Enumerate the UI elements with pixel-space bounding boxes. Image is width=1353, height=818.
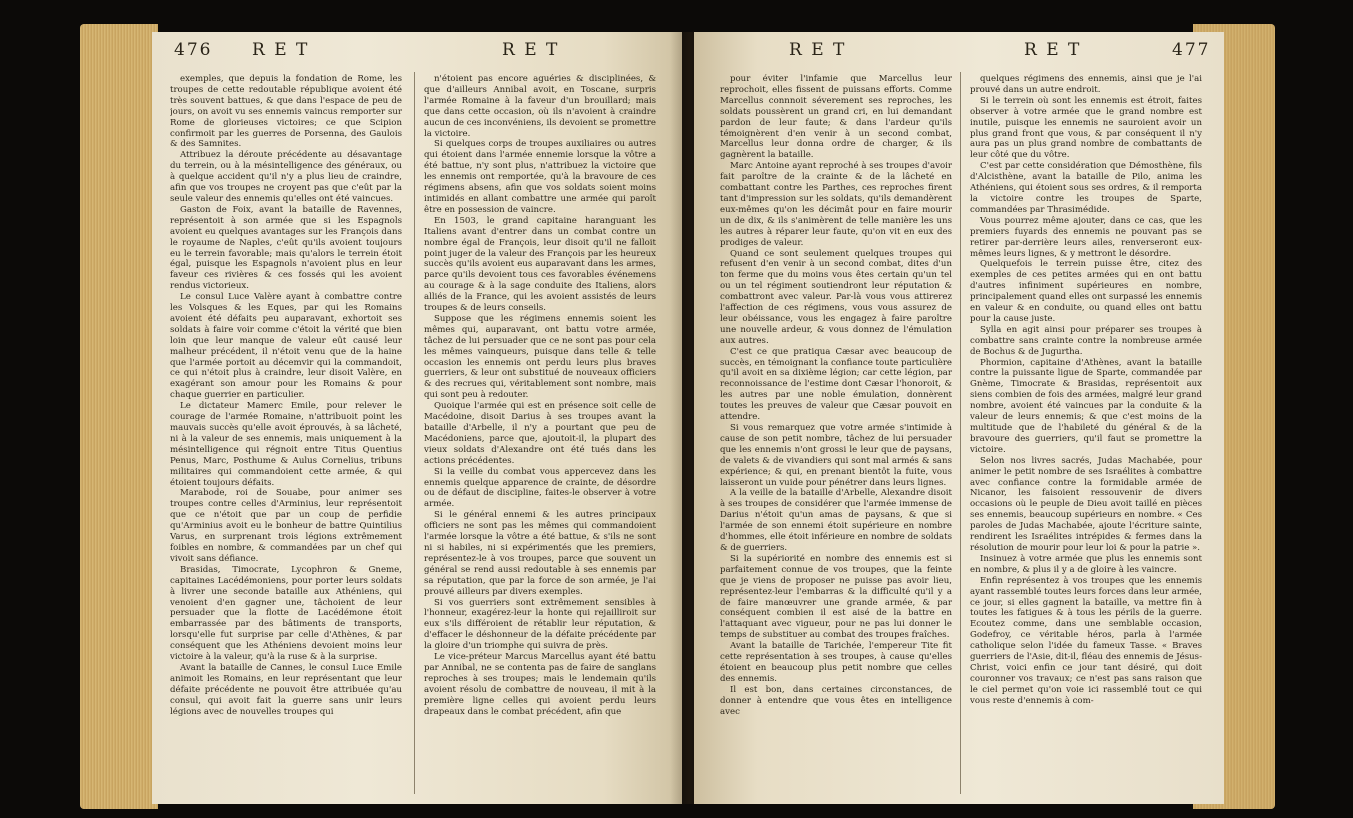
running-head: R E T bbox=[502, 40, 560, 60]
paragraph: Enfin représentez à vos troupes que les ennemis ayant rassemblé toutes leurs forces dans leur armée, ce jour, si elles gagnent la bataille, va mettre fin à toutes les fatigues & à tous les périls de la guerre. Ecoutez comme, dans une semblable occasion, Godefroy, ce véritable héros, parla à l'armée catholique selon l'idée du fameux Tasse. « Braves guerriers de l'Asie, dit-il, fléau des ennemis de Jésus-Christ, voici enfin ce jour tant désiré, qui doit couronner vos travaux; ce n'est pas sans raison que le ciel permet qu'on voie ici rassemblé tout ce qui vous reste d'ennemis à com- bbox=[970, 575, 1202, 706]
paragraph: Si le terrein où sont les ennemis est étroit, faites observer à votre armée que le grand nombre est inutile, puisque les ennemis ne sauroient avoir un plus grand front que vous, & par conséquent il n'y aura pas un plus grand nombre de combattants de leur côté que du vôtre. bbox=[970, 95, 1202, 161]
paragraph: Brasidas, Timocrate, Lycophron & Gneme, capitaines Lacédémoniens, pour porter leurs soldats à livrer une seconde bataille aux Athéniens, qui venoient d'en gagner une, tâchoient de leur persuader que la flotte de Lacédémone étoit embarrassée par des bâtiments de transports, lorsqu'elle fut surprise par celle d'Athènes, & par conséquent que les Athéniens devoient moins leur victoire à la valeur, qu'à la ruse & à la surprise. bbox=[170, 564, 402, 663]
paragraph: Si la veille du combat vous appercevez dans les ennemis quelque apparence de crainte, de désordre ou de défaut de discipline, faites-le observer à votre armée. bbox=[424, 466, 656, 510]
text-column-1 bbox=[720, 74, 952, 799]
paragraph: Marabode, roi de Souabe, pour animer ses troupes contre celles d'Arminius, leur représentoit que ce n'étoit que par un coup de perfidie qu'Arminius avoit eu le bonheur de battre Quintilius Varus, en surprenant trois légions extrêmement foibles en nombre, & commandées par un chef qui vivoit sans défiance. bbox=[170, 488, 402, 564]
paragraph: Quoique l'armée qui est en présence soit celle de Macédoine, disoit Darius à ses troupes avant la bataille d'Arbelle, il n'y a pourtant que peu de Macédoniens, parce que, ajoutoit-il, la plupart des vieux soldats d'Alexandre ont été tués dans les actions précédentes. bbox=[424, 401, 656, 466]
column-rule bbox=[960, 72, 961, 794]
paragraph: C'est ce que pratiqua Cæsar avec beaucoup de succès, en témoignant la confiance toute particulière qu'il avoit en sa dixième légion; car cette légion, par reconnoissance de l'estime dont Cæsar l'honoroit, & les autres par une noble émulation, donnèrent toutes les preuves de valeur que Cæsar pouvoit en attendre. bbox=[720, 346, 952, 423]
running-head: R E T bbox=[252, 40, 310, 60]
running-head: R E T bbox=[1024, 40, 1082, 60]
paragraph: Il est bon, dans certaines circonstances, de donner à entendre que vous êtes en intelligence avec bbox=[720, 684, 952, 717]
paragraph: quelques régimens des ennemis, ainsi que je l'ai prouvé dans un autre endroit. bbox=[970, 74, 1202, 95]
paragraph: Insinuez à votre armée que plus les ennemis sont en nombre, & plus il y a de gloire à les vaincre. bbox=[970, 553, 1202, 575]
left-page bbox=[152, 32, 682, 804]
paragraph: Gaston de Foix, avant la bataille de Ravennes, représentoit à son armée que si les Espagnols avoient eu quelques avantages sur les François dans le royaume de Naples, c'eût qu'ils avoient toujours eu le terrein favorable; mais qu'alors le terrein étoit égal, puisque les Espagnols n'avoient plus en leur faveur ces rivières & ces fossés qui les avoient rendus victorieux. bbox=[170, 204, 402, 292]
paragraph: Avant la bataille de Tarichée, l'empereur Tite fit cette représentation à ses troupes, à cause qu'elles étoient en beaucoup plus petit nombre que celles des ennemis. bbox=[720, 641, 952, 684]
running-head: R E T bbox=[789, 40, 847, 60]
paragraph: Si quelques corps de troupes auxiliaires ou autres qui étoient dans l'armée ennemie lorsque la vôtre a été battue, n'y sont plus, n'attribuez la victoire que les ennemis ont remportée, qu'à la bravoure de ces régimens absens, afin que vos soldats soient moins intimidés en allant combattre une armée qui paroît être en possession de vaincre. bbox=[424, 139, 656, 215]
paragraph: Selon nos livres sacrés, Judas Machabée, pour animer le petit nombre de ses Israélites à combattre avec confiance contre la formidable armée de Nicanor, les faisoient ressouvenir de divers occasions où le peuple de Dieu avoit taillé en pièces ses ennemis, beaucoup supérieurs en nombre. « Ces paroles de Judas Machabée, ajoute l'écriture sainte, rendirent les Israélites intrépides & fermes dans la résolution de mourir pour leur loi & pour la patrie ». bbox=[970, 455, 1202, 553]
paragraph: C'est par cette considération que Démosthène, fils d'Alcisthène, avant la bataille de Pilo, anima les Athéniens, qui étoient sous ses ordres, & il remporta la victoire contre les troupes de Sparte, commandées par Thrasimédide. bbox=[970, 161, 1202, 215]
right-page bbox=[694, 32, 1224, 804]
paragraph: pour éviter l'infamie que Marcellus leur reprochoit, elles fissent de puissans efforts. Comme Marcellus connnoit séverement ses reproches, les soldats poussèrent un grand cri, en lui demandant pardon de leur faute; & dans l'ardeur qu'ils témoignèrent d'en venir à un second combat, Marcellus leur donna ordre de charger, & ils gagnèrent la bataille. bbox=[720, 74, 952, 161]
open-book bbox=[80, 14, 1275, 814]
paragraph: Avant la bataille de Cannes, le consul Luce Emile animoit les Romains, en leur représentant que leur défaite précédente ne pouvoit être attribuée qu'au consul, qui avoit fait la guerre sans unir leurs légions avec de nouvelles troupes qui bbox=[170, 662, 402, 717]
page-number: 476 bbox=[174, 40, 213, 60]
paragraph: Le consul Luce Valère ayant à combattre contre les Volsques & les Eques, par qui les Romains avoient été défaits peu auparavant, exhortoit ses soldats à faire voir comme c'étoit la vérité que bien loin que leur manque de valeur eût causé leur malheur précédent, il n'étoit venu que de la haine que l'armée portoit au décemvir qui la commandoit, ce qui n'étoit plus à craindre, leur disoit Valère, en exagérant son amour pour les Romains & pour chaque guerrier en particulier. bbox=[170, 292, 402, 401]
paragraph: Sylla en agit ainsi pour préparer ses troupes à combattre sans crainte contre la nombreuse armée de Bochus & de Jugurtha. bbox=[970, 324, 1202, 357]
column-rule bbox=[414, 72, 415, 794]
paragraph: Si le général ennemi & les autres principaux officiers ne sont pas les mêmes qui commandoient l'armée lorsque la vôtre a été battue, & s'ils ne sont ni si habiles, ni si expérimentés que les premiers, représentez-le à vos troupes, parce que souvent un général se rend aussi redoutable à ses ennemis par sa réputation, que par la force de son armée, je l'ai prouvé ailleurs par divers exemples. bbox=[424, 510, 656, 597]
paragraph: En 1503, le grand capitaine haranguant les Italiens avant d'entrer dans un combat contre un nombre égal de François, leur disoit qu'il ne falloit point juger de la valeur des François par les heureux succès qu'ils avoient eus auparavant dans les armes, parce qu'ils devoient tous ces favorables événemens au courage & à la sage conduite des Italiens, alors alliés de la France, qui les avoient assistés de leurs troupes & de leurs conseils. bbox=[424, 215, 656, 314]
paragraph: Si vous remarquez que votre armée s'intimide à cause de son petit nombre, tâchez de lui persuader que les ennemis n'ont grossi le leur que de paysans, de valets & de vivandiers qui sont mal armés & sans expérience; & qui, en prenant bientôt la fuite, vous laisseront un vuide pour pénétrer dans leurs lignes. bbox=[720, 423, 952, 488]
text-column-2 bbox=[424, 74, 656, 799]
paragraph: Marc Antoine ayant reproché à ses troupes d'avoir fait paroître de la crainte & de la lâcheté en combattant contre les Parthes, ces reproches firent tant d'impression sur les soldats, qu'ils demandèrent eux-mêmes qu'on les décimât pour en faire mourir un de dix, & ils s'animèrent de telle manière les uns les autres à réparer leur faute, qu'on vit en eux des prodiges de valeur. bbox=[720, 161, 952, 248]
paragraph: Si la supériorité en nombre des ennemis est si parfaitement connue de vos troupes, que la feinte que je viens de proposer ne puisse pas avoir lieu, représentez-leur l'embarras & la difficulté qu'il y a de faire manœuvrer une grande armée, & par conséquent combien il est aisé de la battre en l'attaquant avec vigueur, pour ne pas lui donner le temps de substituer au combat des troupes fraîches. bbox=[720, 553, 952, 641]
paragraph: exemples, que depuis la fondation de Rome, les troupes de cette redoutable république avoient été très souvent battues, & que dans l'espace de peu de jours, on avoit vu ses ennemis vaincus remporter sur Rome de glorieuses victoires; ce que Scipion confirmoit par les guerres de Porsenna, des Gaulois & des Samnites. bbox=[170, 74, 402, 150]
paragraph: Quelquefois le terrein puisse être, citez des exemples de ces petites armées qui en ont battu d'autres infiniment supérieures en nombre, principalement quand elles ont surpassé les ennemis en valeur & en conduite, ou quand elles ont battu pour la cause juste. bbox=[970, 259, 1202, 324]
paragraph: n'étoient pas encore aguéries & disciplinées, & que d'ailleurs Annibal avoit, en Toscane, surpris l'armée Romaine à la faveur d'un brouillard; mais que dans cette occasion, où ils n'avoient à craindre aucun de ces inconvéniens, ils devoient se promettre la victoire. bbox=[424, 74, 656, 139]
paragraph: Le dictateur Mamerc Emile, pour relever le courage de l'armée Romaine, n'attribuoit point les mauvais succès qu'elle avoit éprouvés, à sa lâcheté, ni à la valeur de ses ennemis, mais uniquement à la mésintelligence qui régnoit entre Titus Quentius Penus, Marc, Posthume & Aulus Cornelius, tribuns militaires qui commandoient cette armée, & qui étoient toujours défaits. bbox=[170, 401, 402, 488]
paragraph: Si vos guerriers sont extrêmement sensibles à l'honneur, exagérez-leur la honte qui rejailliroit sur eux s'ils différoient de rétablir leur réputation, & d'effacer le déshonneur de la défaite précédente par la gloire d'un triomphe qui suivra de près. bbox=[424, 597, 656, 652]
paragraph: Le vice-préteur Marcus Marcellus ayant été battu par Annibal, ne se contenta pas de faire de sanglans reproches à ses troupes; mais le lendemain qu'ils avoient résolu de combattre de nouveau, il mit à la première ligne celles qui avoient perdu leurs drapeaux dans le combat précédent, afin que bbox=[424, 652, 656, 717]
text-column-2 bbox=[970, 74, 1202, 799]
text-column-1 bbox=[170, 74, 402, 799]
page-number: 477 bbox=[1172, 40, 1211, 60]
page-edges-left bbox=[80, 24, 158, 809]
paragraph: Vous pourrez même ajouter, dans ce cas, que les premiers fuyards des ennemis ne pouvant pas se retirer par-derrière leurs ailes, renverseront eux-mêmes leurs lignes, & y mettront le désordre. bbox=[970, 215, 1202, 259]
paragraph: Attribuez la déroute précédente au désavantage du terrein, ou à la mésintelligence des généraux, ou à quelque accident qu'il n'y a plus lieu de craindre, afin que vos troupes ne croyent pas que c'eût par la seule valeur des ennemis qu'elles ont été vaincues. bbox=[170, 150, 402, 204]
paragraph: Quand ce sont seulement quelques troupes qui refusent d'en venir à un second combat, dites d'un ton ferme que du moins vous êtes certain qu'un tel ou un tel régiment soutiendront leur réputation & combattront avec valeur. Par-là vous vous attirerez l'affection de ces régimens, vous vous assurez de leur obéissance, vous les engagez à faire paroître une nouvelle ardeur, & vous donnez de l'émulation aux autres. bbox=[720, 248, 952, 346]
paragraph: Suppose que les régimens ennemis soient les mêmes qui, auparavant, ont battu votre armée, tâchez de lui persuader que ce ne sont pas pour cela les mêmes vainqueurs, puisque dans telle & telle occasion les ennemis ont perdu leurs plus braves guerriers, & leur ont substitué de nouveaux officiers & des recrues qui, véritablement sont nombre, mais qui sont peu à redouter. bbox=[424, 313, 656, 401]
paragraph: A la veille de la bataille d'Arbelle, Alexandre disoit à ses troupes de considérer que l'armée immense de Darius n'étoit qu'un amas de paysans, & que si l'armée de son ennemi étoit supérieure en nombre d'hommes, elle étoit inférieure en nombre de soldats & de guerriers. bbox=[720, 488, 952, 553]
paragraph: Phormion, capitaine d'Athènes, avant la bataille contre la puissante ligue de Sparte, commandée par Gnème, Timocrate & Brasidas, représentoit aux siens combien de fois des armées, malgré leur grand nombre, avoient été vaincues par la conduite & la valeur de leurs ennemis; & que c'est moins de la multitude que de l'habileté du général & de la bravoure des guerriers, qu'il faut se promettre la victoire. bbox=[970, 357, 1202, 455]
